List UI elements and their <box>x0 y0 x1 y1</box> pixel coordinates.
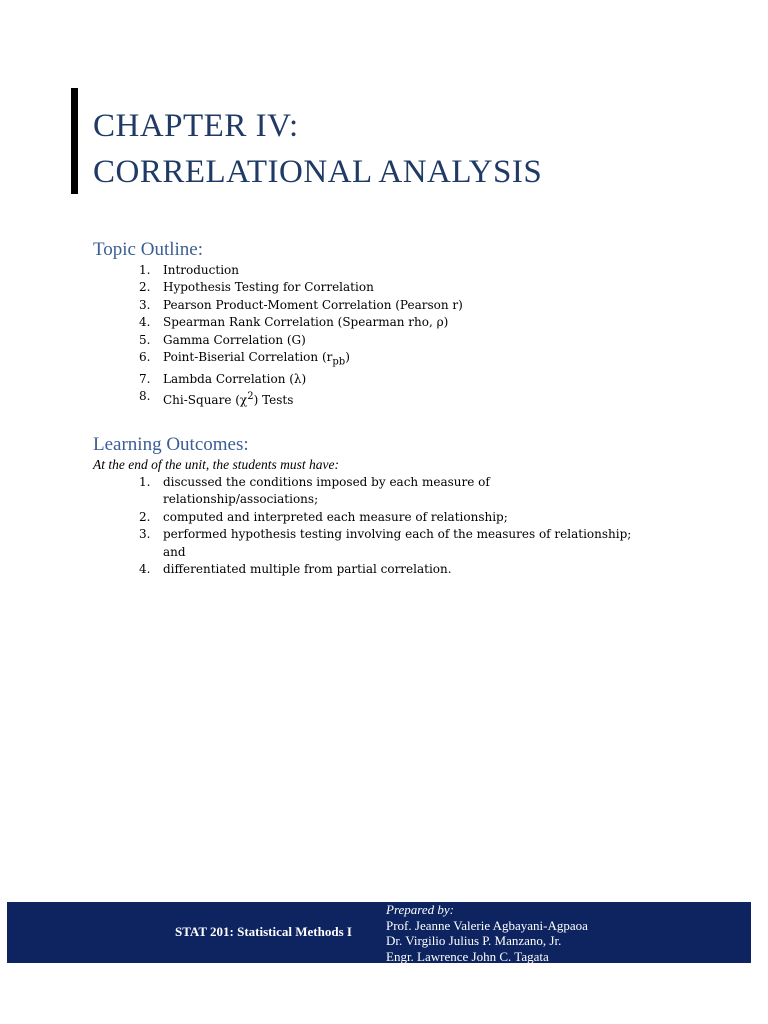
list-item: 2. computed and interpreted each measure of relationship; <box>139 509 508 524</box>
footer-band <box>7 902 751 963</box>
learning-outcomes-intro: At the end of the unit, the students must have: <box>93 457 339 472</box>
topic-outline-heading: Topic Outline: <box>93 239 204 260</box>
superscript-2: 2 <box>247 391 254 403</box>
chapter-accent-bar <box>71 88 78 194</box>
learning-outcomes-heading: Learning Outcomes: <box>93 434 249 455</box>
list-item: 4. Spearman Rank Correlation (Spearman rho, ρ) <box>139 315 449 330</box>
list-item: 2. Hypothesis Testing for Correlation <box>139 280 374 295</box>
list-item: 8. Chi-Square $(\chi^2)$ Tests <box>139 389 294 408</box>
list-item: 7. Lambda Correlation (λ) <box>139 371 307 386</box>
subscript-pb: pb <box>332 356 346 368</box>
list-item: 1. Introduction <box>139 263 239 277</box>
author-name: Prof. Jeanne Valerie Agbayani-Agpaoa <box>386 917 588 933</box>
chapter-title-line2: CORRELATIONAL ANALYSIS <box>93 154 543 190</box>
list-item: 3. performed hypothesis testing involving each of the measures of relationship; and <box>139 527 632 559</box>
chapter-title-line1: CHAPTER IV: <box>93 108 299 144</box>
chapter-title <box>93 103 542 195</box>
list-item: 6. Point-Biserial Correlation $(r_{pb})$ <box>139 350 350 368</box>
prepared-by-label: Prepared by: <box>386 902 454 917</box>
author-name: Dr. Virgilio Julius P. Manzano, Jr. <box>386 933 562 948</box>
list-item: 4. differentiated multiple from partial correlation. <box>139 562 452 577</box>
list-item: 3. Pearson Product-Moment Correlation (Pearson r) <box>139 297 463 312</box>
course-title: STAT 201: Statistical Methods I <box>175 924 352 939</box>
list-item: 5. Gamma Correlation (G) <box>139 332 306 347</box>
learning-outcomes-list <box>93 474 693 578</box>
author-name: Engr. Lawrence John C. Tagata <box>386 948 549 964</box>
prepared-by-block <box>386 902 588 964</box>
list-item: 1. discussed the conditions imposed by each measure of relationship/associations; <box>139 475 490 507</box>
topic-outline-list <box>93 262 463 410</box>
